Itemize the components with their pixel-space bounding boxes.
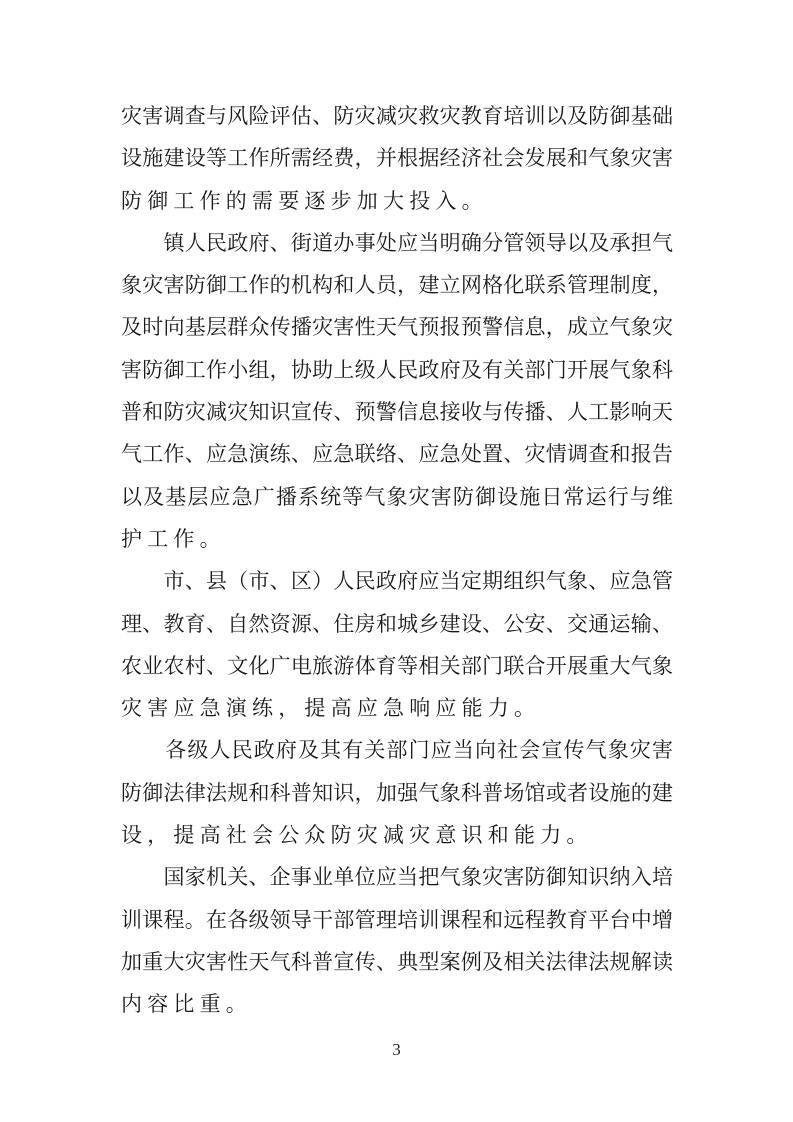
text-line: 及时向基层群众传播灾害性天气预报预警信息，成立气象灾 (121, 315, 673, 340)
paragraph-public-education (121, 729, 673, 856)
page-number: 3 (392, 1040, 401, 1059)
text-line: 防御法律法规和科普知识，加强气象科普场馆或者设施的建 (121, 780, 673, 805)
text-line: 加重大灾害性天气科普宣传、典型案例及相关法律法规解读 (121, 949, 673, 974)
text-line: 灾害应急演练，提高应急响应能力。 (121, 696, 541, 721)
text-line: 害防御工作小组，协助上级人民政府及有关部门开展气象科 (121, 357, 673, 382)
text-line: 护工作。 (121, 526, 226, 551)
text-line: 各级人民政府及其有关部门应当向社会宣传气象灾害 (121, 738, 673, 763)
text-line: 内容比重。 (121, 992, 252, 1017)
text-line: 设施建设等工作所需经费，并根据经济社会发展和气象灾害 (121, 146, 673, 171)
text-line: 普和防灾减灾知识宣传、预警信息接收与传播、人工影响天 (121, 400, 673, 425)
text-line: 气工作、应急演练、应急联络、应急处置、灾情调查和报告 (121, 442, 673, 467)
text-line: 灾害调查与风险评估、防灾减灾救灾教育培训以及防御基础 (121, 104, 673, 128)
paragraph-training-courses (121, 856, 673, 1025)
text-line: 训课程。在各级领导干部管理培训课程和远程教育平台中增 (121, 907, 673, 932)
text-line: 国家机关、企事业单位应当把气象灾害防御知识纳入培 (121, 865, 673, 890)
text-line: 以及基层应急广播系统等气象灾害防御设施日常运行与维 (121, 484, 673, 509)
text-line: 理、教育、自然资源、住房和城乡建设、公安、交通运输、 (121, 611, 673, 636)
text-line: 农业农村、文化广电旅游体育等相关部门联合开展重大气象 (121, 653, 673, 678)
paragraph-emergency-drills (121, 560, 673, 729)
text-line: 设，提高社会公众防灾减灾意识和能力。 (121, 823, 593, 848)
paragraph-funding (121, 95, 673, 222)
document-body (121, 95, 673, 1026)
paragraph-town-government (121, 222, 673, 560)
text-line: 市、县（市、区）人民政府应当定期组织气象、应急管 (121, 569, 673, 594)
text-line: 镇人民政府、街道办事处应当明确分管领导以及承担气 (121, 230, 673, 255)
text-line: 防御工作的需要逐步加大投入。 (121, 188, 488, 213)
text-line: 象灾害防御工作的机构和人员，建立网格化联系管理制度， (121, 273, 673, 298)
